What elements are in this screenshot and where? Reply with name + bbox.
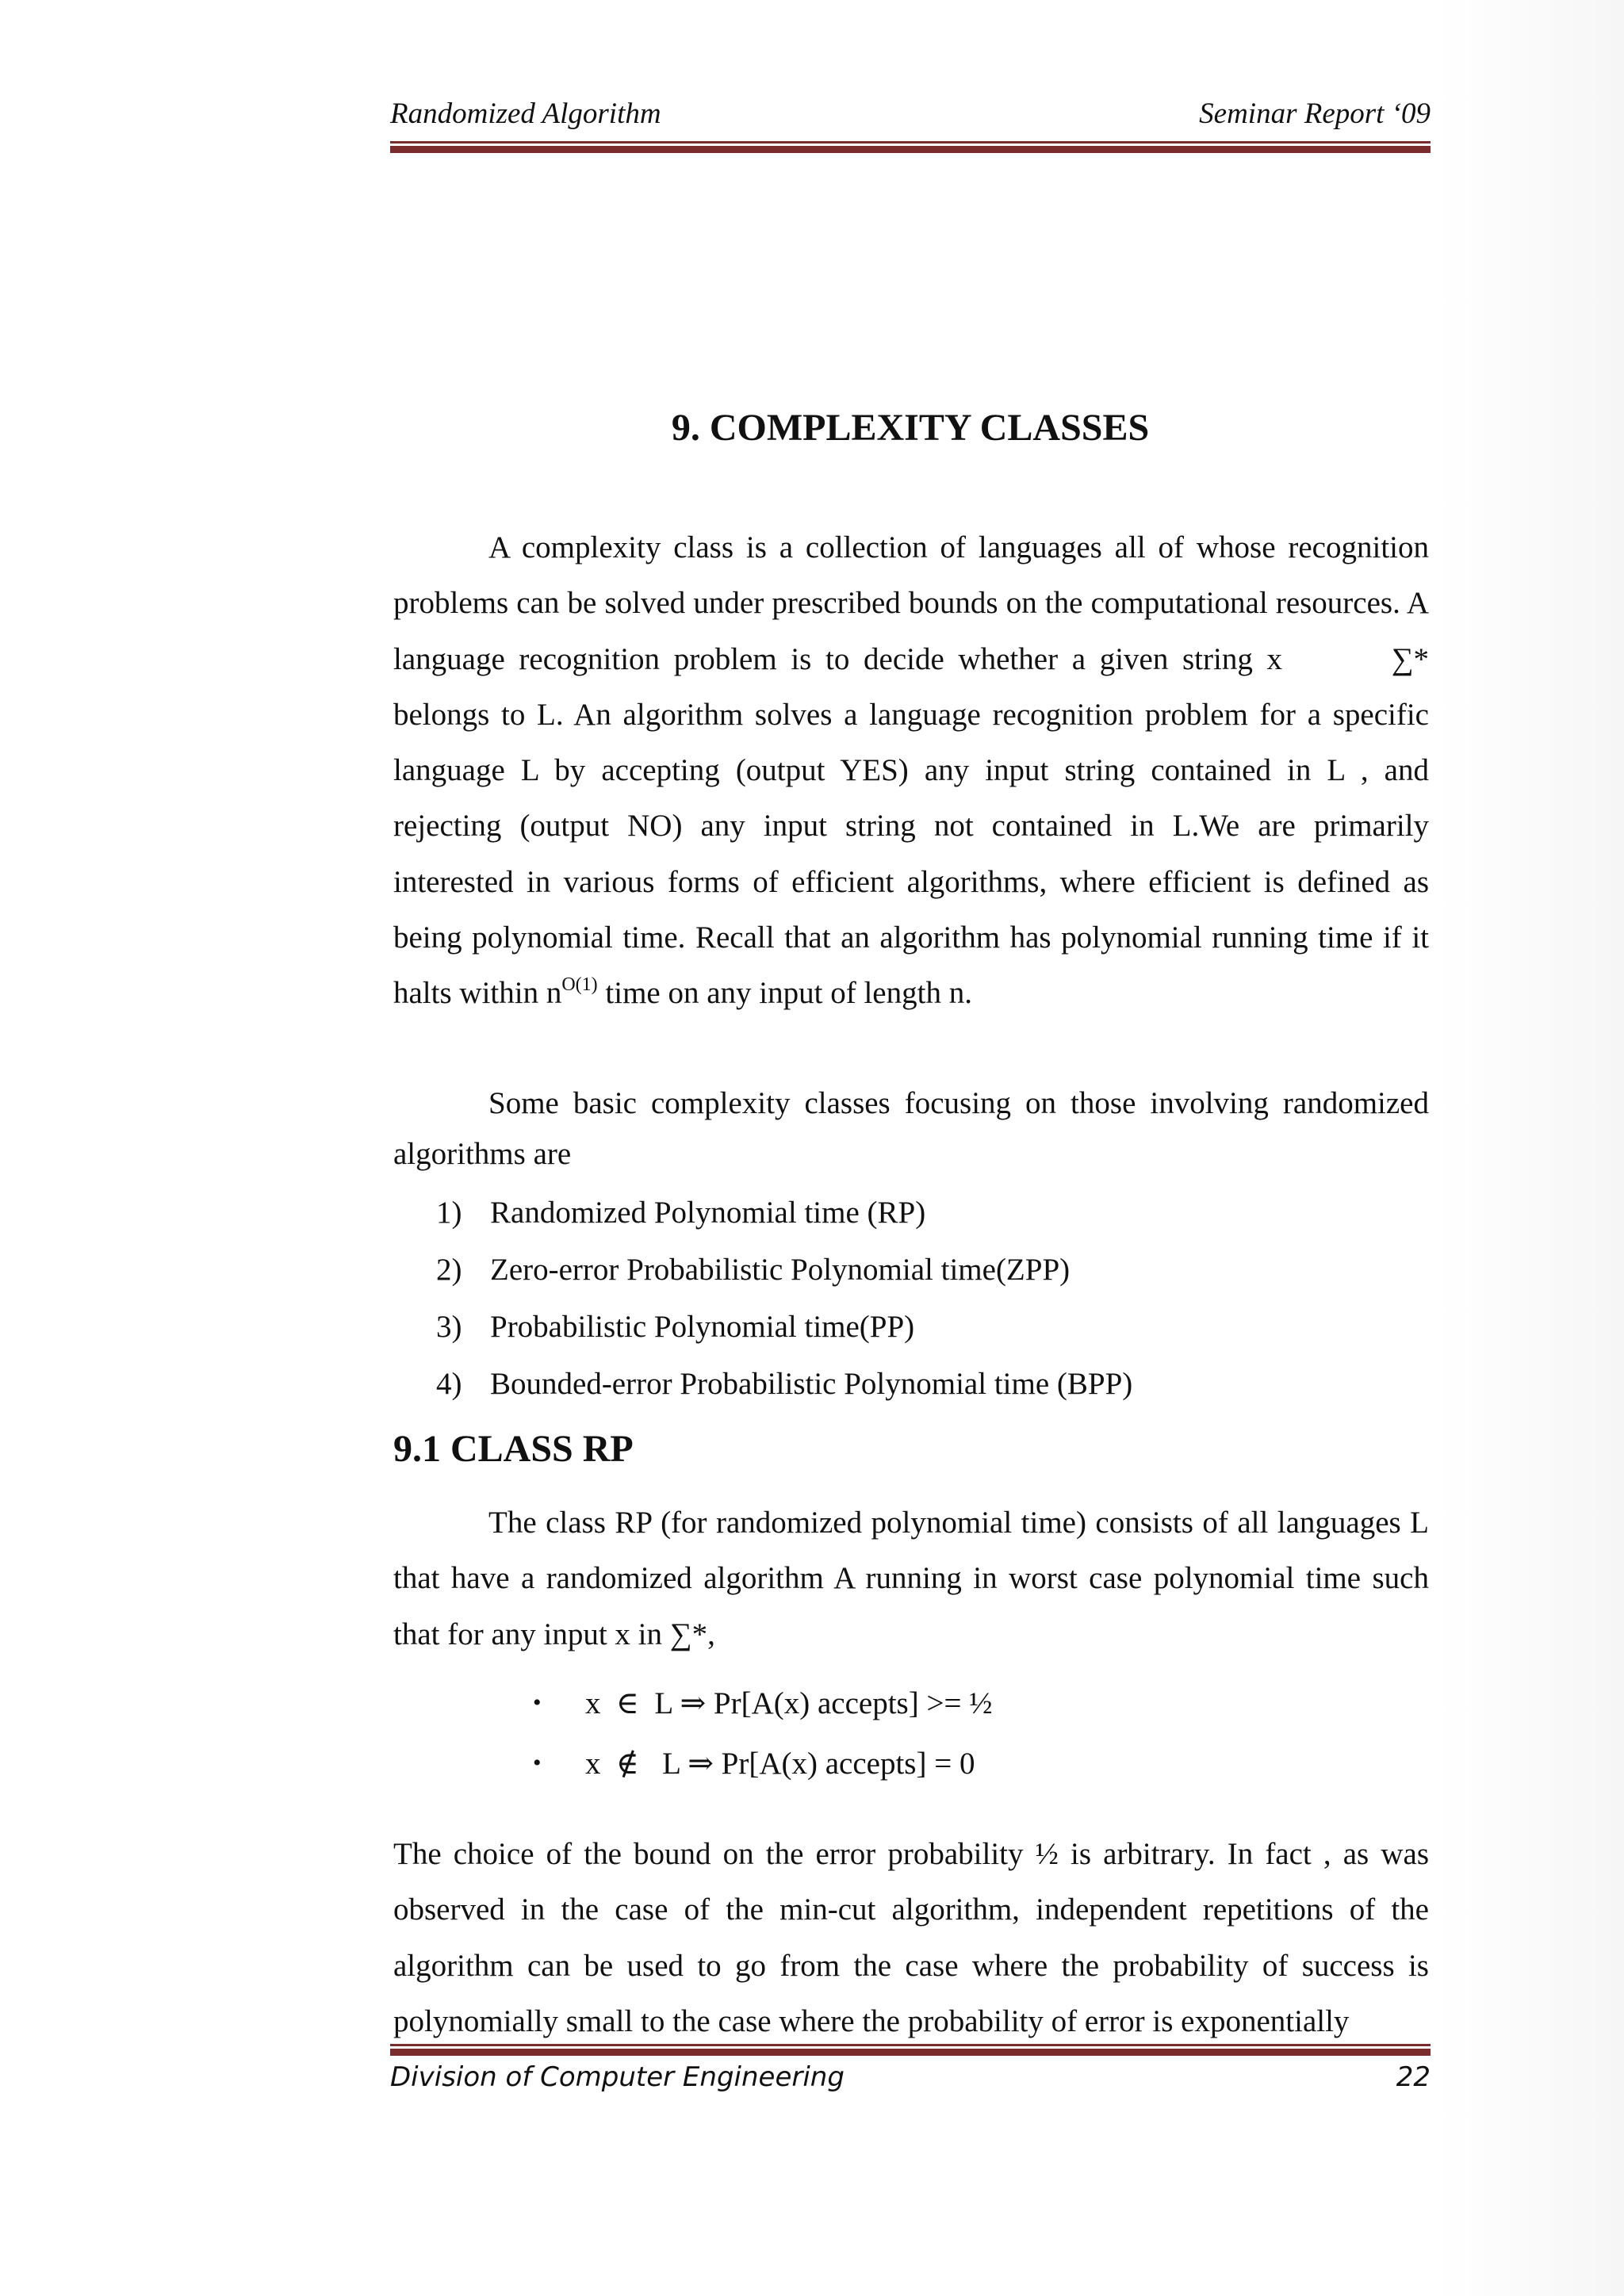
page-number: 22 [1396, 2061, 1431, 2093]
list-item-label: Zero-error Probabilistic Polynomial time(ZPP) [490, 1253, 1071, 1287]
page-edge-shading [1435, 0, 1624, 2296]
page-footer [390, 2061, 1431, 2101]
intro-text-1: A complexity class is a collection of languages all of whose recognition problems can be solved under prescribed bounds on the computational resources. A language recognition problem is to decide whether a given string x [393, 530, 1429, 676]
list-item [436, 1242, 1419, 1299]
intro-text-2: belongs to L. An algorithm solves a language recognition problem for a specific language L by accepting (output YES) any input string contained in L , and rejecting (output NO) any input string not contained in L.We are primarily interested in various forms of efficient algorithms, where efficient is defined as being polynomial time. Recall that an algorithm has polynomial running time if it halts within n [393, 697, 1429, 1011]
condition-expression: x ∉ L ⇒ Pr[A(x) accepts] = 0 [585, 1746, 975, 1781]
list-item-label: Bounded-error Probabilistic Polynomial time (BPP) [490, 1367, 1133, 1401]
rp-conditions-list [533, 1673, 1326, 1793]
big-o-superscript: O(1) [561, 974, 598, 996]
list-item-number: 4) [436, 1367, 462, 1401]
intro-text-3: time on any input of length n. [597, 976, 972, 1011]
sigma-star-symbol: ∑* [1391, 641, 1429, 676]
rp-definition-paragraph: The class RP (for randomized polynomial time) consists of all languages L that have a randomized algorithm A running in worst case polynomial time such that for any input x in ∑*, [393, 1506, 1429, 1651]
list-item [436, 1184, 1419, 1242]
footer-department: Division of Computer Engineering [390, 2061, 845, 2093]
footer-rule-thick [390, 2049, 1431, 2056]
classes-list [436, 1184, 1419, 1413]
list-item-number: 1) [436, 1196, 462, 1230]
list-item-label: Probabilistic Polynomial time(PP) [490, 1310, 915, 1344]
header-rule-thick [390, 146, 1431, 153]
list-item [533, 1673, 1326, 1733]
list-item [436, 1299, 1419, 1356]
page-header [390, 97, 1431, 136]
intro-paragraph [393, 520, 1429, 1022]
closing-paragraph: The choice of the bound on the error probability ½ is arbitrary. In fact , as was observed in the case of the min-cut algorithm, independent repetitions of the algorithm can be used to go from the case where the probability of success is polynomially small to the case where the probability of error is exponentially [393, 1837, 1429, 2038]
bullet-icon: • [533, 1689, 542, 1716]
bullet-icon: • [533, 1750, 542, 1776]
header-report: Seminar Report ‘09 [1199, 98, 1431, 130]
list-item [436, 1356, 1419, 1413]
condition-expression: x ∈ L ⇒ Pr[A(x) accepts] >= ½ [585, 1686, 993, 1720]
chapter-title: 9. COMPLEXITY CLASSES [671, 407, 1150, 449]
list-item-number: 3) [436, 1310, 462, 1344]
list-item-label: Randomized Polynomial time (RP) [490, 1196, 926, 1230]
list-item [533, 1733, 1326, 1793]
section-title: 9.1 CLASS RP [393, 1428, 634, 1470]
header-rule-thin [390, 141, 1431, 144]
header-title: Randomized Algorithm [390, 98, 661, 130]
footer-rule-thin [390, 2044, 1431, 2046]
list-item-number: 2) [436, 1253, 462, 1287]
classes-lead-paragraph: Some basic complexity classes focusing on those involving randomized algorithms are [393, 1086, 1429, 1171]
